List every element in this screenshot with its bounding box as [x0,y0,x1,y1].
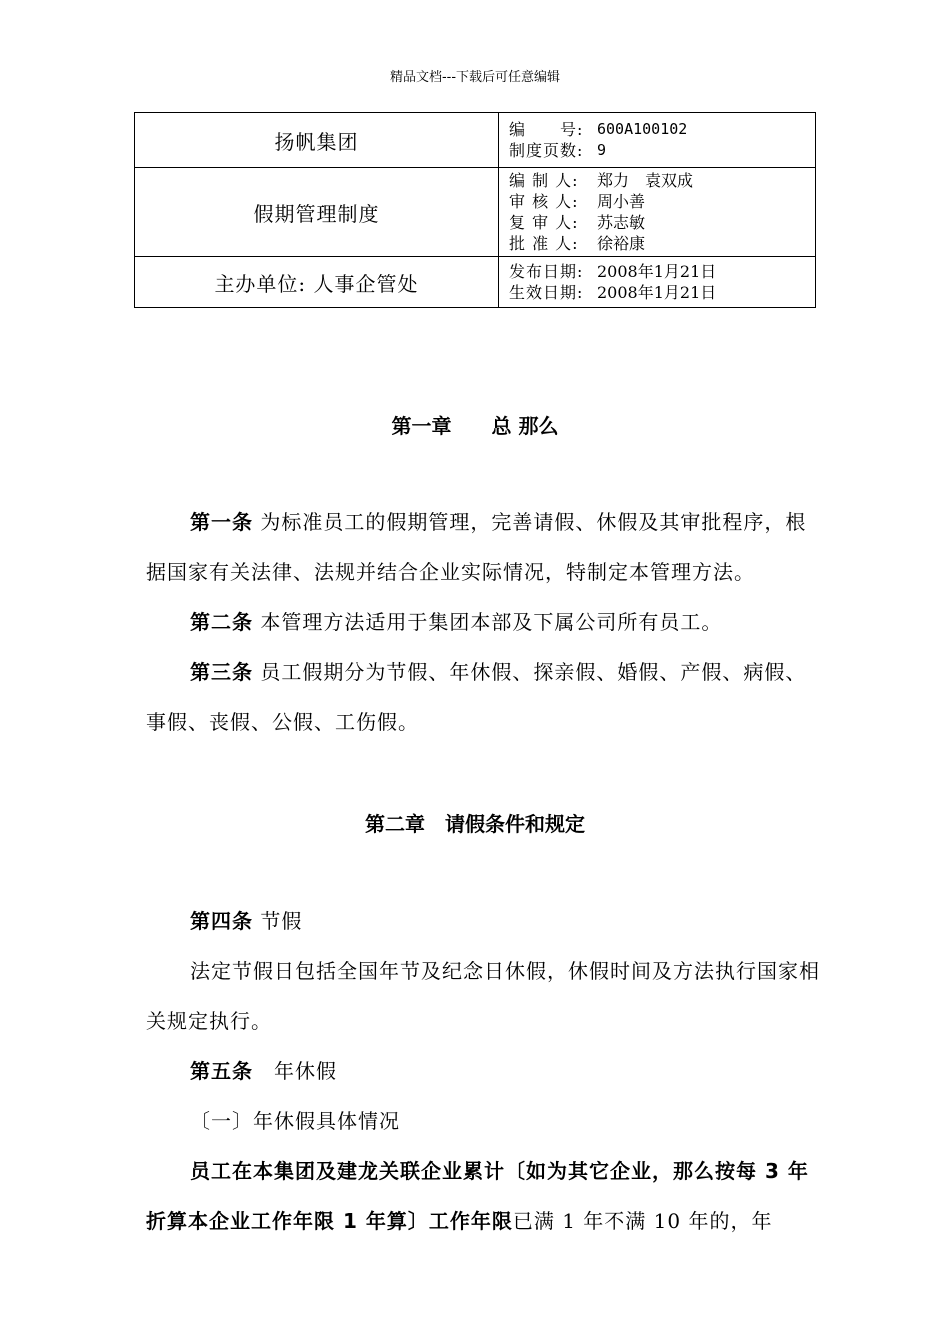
compiler-value: 郑力 袁双成 [597,171,694,190]
chapter-1-title: 第一章 总 那么 [391,414,559,438]
number-cell [499,113,816,168]
article-4-text: 节假 [253,909,303,933]
annual-leave-paragraph [146,1146,826,1246]
number-label: 编 号: [509,120,584,139]
article-1-label: 第一条 [190,510,253,534]
effective-date-value: 2008年1月21日 [597,283,717,302]
effective-date-label: 生效日期: [509,283,584,302]
reviewer-value: 周小善 [597,192,646,211]
host-unit: 主办单位: 人事企管处 [135,257,499,308]
compiler-label: 编 制 人: [509,171,579,190]
article-1-text: 为标准员工的假期管理，完善请假、休假及其审批程序，根据国家有关法律、法规并结合企业实际情况，特制定本管理方法。 [146,510,807,584]
approver-label: 批 准 人: [509,234,579,253]
article-3 [146,647,826,747]
pages-value: 9 [597,141,607,159]
date-cell [499,257,816,308]
company-name: 扬帆集团 [135,113,499,168]
approver-value: 徐裕康 [597,234,646,253]
document-title: 假期管理制度 [135,168,499,257]
article-4-label: 第四条 [190,909,253,933]
article-2-text: 本管理方法适用于集团本部及下属公司所有员工。 [253,610,723,634]
article-5-text: 年休假 [253,1059,337,1083]
chapter-2-title: 第二章 请假条件和规定 [365,812,585,836]
people-cell [499,168,816,257]
pages-label: 制度页数: [509,141,584,160]
article-4-body: 法定节假日包括全国年节及纪念日休假，休假时间及方法执行国家相关规定执行。 [146,959,820,1033]
publish-date-value: 2008年1月21日 [597,262,717,281]
rereviewer-label: 复 审 人: [509,213,579,232]
number-value: 600A100102 [597,120,688,138]
annual-leave-normal: 已满 1 年不满 10 年的，年 [512,1209,773,1233]
article-3-label: 第三条 [190,660,253,684]
publish-date-label: 发布日期: [509,262,584,281]
article-5-label: 第五条 [190,1059,253,1083]
article-5 [146,1046,826,1096]
item-1: 〔一〕年休假具体情况 [190,1109,400,1133]
annual-leave-bold: 员工在本集团及建龙关联企业累计〔如为其它企业，那么按每 3 年折算本企业工作年限 1 年算〕工作年限 [146,1159,809,1233]
article-1 [146,497,826,597]
document-info-table [134,112,816,308]
article-4 [146,896,826,946]
article-2 [146,597,826,647]
reviewer-label: 审 核 人: [509,192,579,211]
rereviewer-value: 苏志敏 [597,213,646,232]
article-2-label: 第二条 [190,610,253,634]
header-note: 精品文档---下载后可任意编辑 [389,70,561,85]
article-3-text: 员工假期分为节假、年休假、探亲假、婚假、产假、病假、事假、丧假、公假、工伤假。 [146,660,807,734]
